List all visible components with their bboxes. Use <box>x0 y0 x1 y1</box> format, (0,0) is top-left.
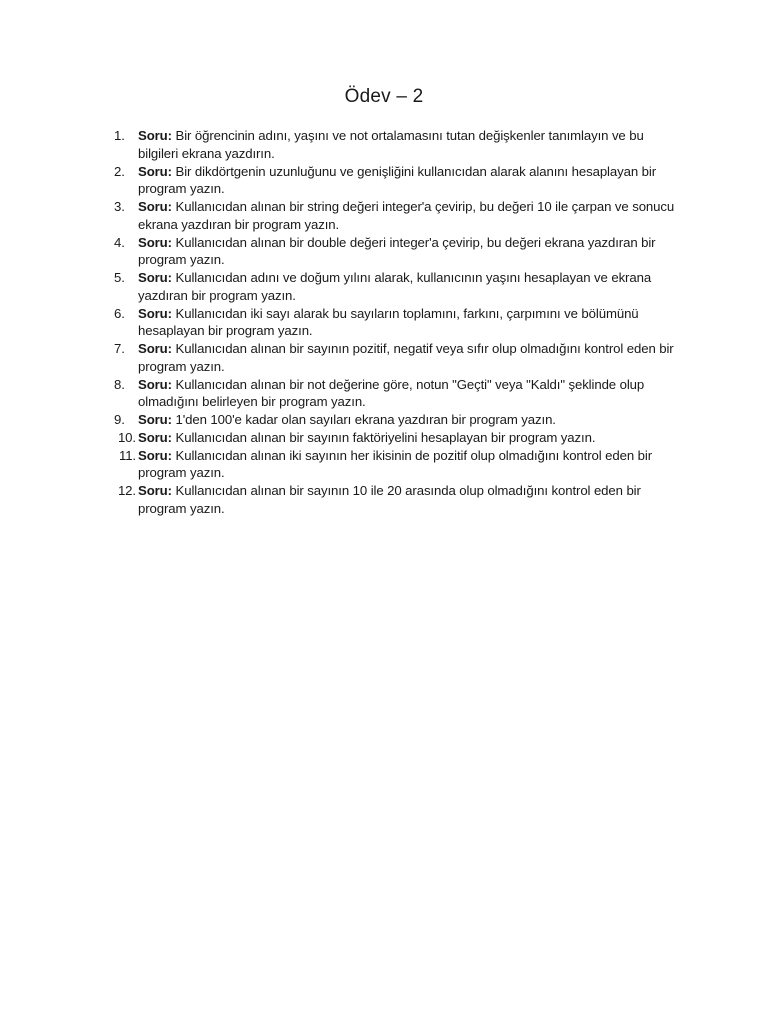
question-label: Soru: <box>138 447 172 463</box>
question-label: Soru: <box>138 128 172 143</box>
question-text: Kullanıcıdan alınan bir sayının faktöriyelini hesaplayan bir program yazın. <box>175 429 596 445</box>
question-label: Soru: <box>138 234 172 250</box>
question-item <box>110 163 678 199</box>
question-text: 1'den 100'e kadar olan sayıları ekrana yazdıran bir program yazın. <box>175 412 556 427</box>
question-label: Soru: <box>138 199 172 214</box>
question-number: 3. <box>114 199 125 214</box>
question-number: 11. <box>118 447 136 463</box>
question-text: Kullanıcıdan adını ve doğum yılını alarak, kullanıcının yaşını hesaplayan ve ekrana yazdıran bir program yazın. <box>138 270 652 303</box>
question-number: 1. <box>114 128 125 143</box>
question-number: 4. <box>114 234 125 250</box>
question-label: Soru: <box>138 341 172 356</box>
question-number: 7. <box>114 341 125 356</box>
question-text: Kullanıcıdan alınan bir sayının pozitif, negatif veya sıfır olup olmadığını kontrol eden bir program yazın. <box>138 341 674 374</box>
question-item <box>110 447 678 483</box>
question-item <box>110 411 678 429</box>
question-list <box>110 127 678 518</box>
question-number: 6. <box>114 305 125 321</box>
question-number: 8. <box>114 376 125 392</box>
question-label: Soru: <box>138 270 172 285</box>
question-text: Kullanıcıdan alınan bir not değerine göre, notun "Geçti" veya "Kaldı" şeklinde olup olmadığını belirleyen bir program yazın. <box>138 376 645 410</box>
question-item <box>110 305 678 341</box>
question-number: 12. <box>117 483 136 498</box>
question-item <box>110 376 678 412</box>
question-label: Soru: <box>138 376 172 392</box>
question-text: Bir öğrencinin adını, yaşını ve not ortalamasını tutan değişkenler tanımlayın ve bu bilgileri ekrana yazdırın. <box>138 128 644 161</box>
question-number: 10. <box>117 429 136 445</box>
question-label: Soru: <box>138 163 172 179</box>
question-label: Soru: <box>138 305 172 321</box>
question-label: Soru: <box>138 412 172 427</box>
question-item <box>110 234 678 270</box>
question-item <box>110 482 678 518</box>
question-text: Kullanıcıdan alınan bir double değeri integer'a çevirip, bu değeri ekrana yazdıran bir program yazın. <box>138 234 656 268</box>
question-label: Soru: <box>138 483 172 498</box>
document-title: Ödev – 2 <box>344 86 424 107</box>
question-text: Kullanıcıdan alınan bir sayının 10 ile 20 arasında olup olmadığını kontrol eden bir program yazın. <box>138 483 641 516</box>
question-number: 2. <box>114 163 125 179</box>
question-item <box>110 127 678 163</box>
question-number: 9. <box>114 412 125 427</box>
question-item <box>110 198 678 234</box>
question-item <box>110 340 678 376</box>
question-item <box>110 429 678 447</box>
question-label: Soru: <box>138 429 172 445</box>
question-text: Kullanıcıdan alınan iki sayının her ikisinin de pozitif olup olmadığını kontrol eden bir program yazın. <box>138 447 653 481</box>
question-text: Kullanıcıdan alınan bir string değeri integer'a çevirip, bu değeri 10 ile çarpan ve sonucu ekrana yazdıran bir program yazın. <box>138 199 675 232</box>
question-number: 5. <box>114 270 125 285</box>
question-text: Bir dikdörtgenin uzunluğunu ve genişliğini kullanıcıdan alarak alanını hesaplayan bir program yazın. <box>138 163 657 197</box>
question-text: Kullanıcıdan iki sayı alarak bu sayıların toplamını, farkını, çarpımını ve bölümünü hesaplayan bir program yazın. <box>138 305 639 339</box>
question-item <box>110 269 678 305</box>
